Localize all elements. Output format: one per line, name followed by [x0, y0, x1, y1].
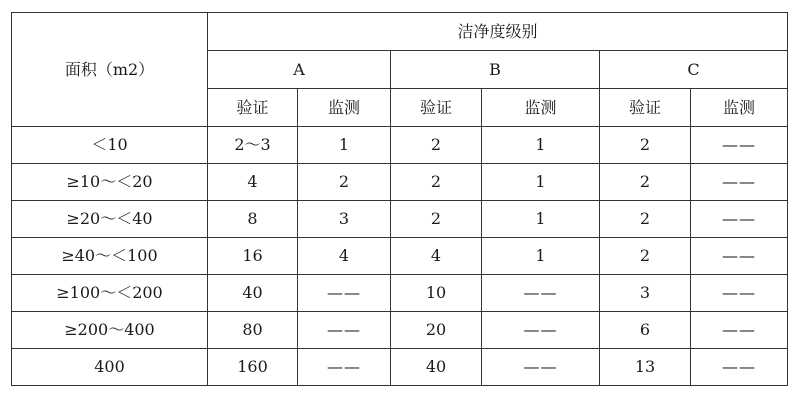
area-cell: ≥100～＜200	[12, 275, 208, 312]
table-row	[12, 201, 788, 238]
class-c-monitoring-cell: ——	[691, 238, 788, 275]
class-b-monitoring-cell: 1	[482, 201, 600, 238]
class-a-validation-cell: 80	[208, 312, 298, 349]
area-column-header: 面积（m2）	[12, 13, 208, 127]
class-c-monitoring-cell: ——	[691, 127, 788, 164]
class-c-header: C	[600, 51, 788, 89]
class-c-validation-cell: 2	[600, 164, 691, 201]
class-c-monitoring-cell: ——	[691, 201, 788, 238]
class-a-monitoring-cell: ——	[298, 312, 391, 349]
table-row	[12, 275, 788, 312]
area-cell: ≥10～＜20	[12, 164, 208, 201]
class-a-validation-cell: 160	[208, 349, 298, 386]
class-b-monitoring-cell: 1	[482, 127, 600, 164]
class-a-monitoring-cell: 4	[298, 238, 391, 275]
area-cell: 400	[12, 349, 208, 386]
class-a-validation-cell: 40	[208, 275, 298, 312]
class-a-monitoring-header: 监测	[298, 89, 391, 127]
table-row	[12, 349, 788, 386]
class-b-validation-cell: 2	[391, 164, 482, 201]
area-cell: ≥200～400	[12, 312, 208, 349]
header-row-group	[12, 13, 788, 51]
class-a-validation-cell: 16	[208, 238, 298, 275]
class-a-monitoring-cell: 2	[298, 164, 391, 201]
class-a-validation-cell: 8	[208, 201, 298, 238]
class-a-validation-header: 验证	[208, 89, 298, 127]
class-b-validation-cell: 40	[391, 349, 482, 386]
class-b-monitoring-cell: 1	[482, 238, 600, 275]
class-b-validation-cell: 4	[391, 238, 482, 275]
class-c-validation-header: 验证	[600, 89, 691, 127]
class-a-validation-cell: 2～3	[208, 127, 298, 164]
class-a-monitoring-cell: ——	[298, 349, 391, 386]
area-cell: ≥20～＜40	[12, 201, 208, 238]
class-b-monitoring-cell: ——	[482, 349, 600, 386]
class-c-monitoring-cell: ——	[691, 312, 788, 349]
class-c-monitoring-cell: ——	[691, 349, 788, 386]
table-row	[12, 164, 788, 201]
class-b-header: B	[391, 51, 600, 89]
class-b-validation-cell: 20	[391, 312, 482, 349]
class-c-validation-cell: 2	[600, 238, 691, 275]
class-c-validation-cell: 2	[600, 127, 691, 164]
class-b-monitoring-cell: ——	[482, 275, 600, 312]
class-b-validation-header: 验证	[391, 89, 482, 127]
class-b-validation-cell: 2	[391, 201, 482, 238]
class-c-validation-cell: 6	[600, 312, 691, 349]
class-a-monitoring-cell: 1	[298, 127, 391, 164]
area-cell: ＜10	[12, 127, 208, 164]
class-a-monitoring-cell: 3	[298, 201, 391, 238]
class-b-monitoring-cell: ——	[482, 312, 600, 349]
class-c-validation-cell: 3	[600, 275, 691, 312]
class-c-monitoring-header: 监测	[691, 89, 788, 127]
table-row	[12, 238, 788, 275]
table-row	[12, 127, 788, 164]
class-c-monitoring-cell: ——	[691, 164, 788, 201]
table-row	[12, 312, 788, 349]
cleanliness-sampling-table	[11, 12, 788, 386]
class-c-monitoring-cell: ——	[691, 275, 788, 312]
class-a-header: A	[208, 51, 391, 89]
class-b-validation-cell: 2	[391, 127, 482, 164]
area-cell: ≥40～＜100	[12, 238, 208, 275]
class-a-validation-cell: 4	[208, 164, 298, 201]
class-b-monitoring-cell: 1	[482, 164, 600, 201]
class-c-validation-cell: 13	[600, 349, 691, 386]
class-b-monitoring-header: 监测	[482, 89, 600, 127]
class-c-validation-cell: 2	[600, 201, 691, 238]
class-a-monitoring-cell: ——	[298, 275, 391, 312]
cleanliness-level-header: 洁净度级别	[208, 13, 788, 51]
class-b-validation-cell: 10	[391, 275, 482, 312]
